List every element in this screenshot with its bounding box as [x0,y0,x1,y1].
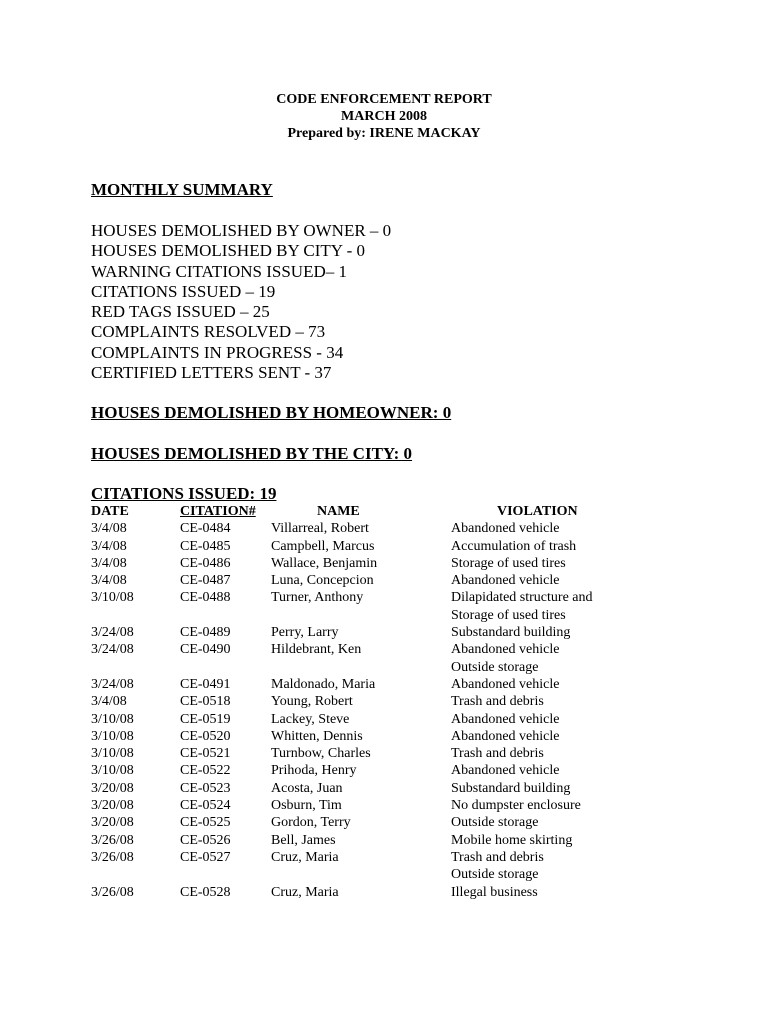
cell-violation: Substandard building [451,780,571,796]
column-header-date: DATE [91,504,129,519]
summary-item: COMPLAINTS IN PROGRESS - 34 [91,342,344,362]
cell-citation: CE-0486 [180,555,231,571]
cell-date: 3/10/08 [91,711,134,727]
cell-name: Campbell, Marcus [271,538,375,554]
cell-date: 3/10/08 [91,746,134,762]
cell-date: 3/4/08 [91,694,127,710]
cell-violation: Trash and debris [451,694,544,710]
column-header-citation: CITATION# [180,504,256,519]
cell-name: Gordon, Terry [271,815,351,831]
summary-item: COMPLAINTS RESOLVED – 73 [91,322,326,342]
cell-citation: CE-0527 [180,849,231,865]
cell-violation: Abandoned vehicle [451,573,560,589]
report-period: MARCH 2008 [341,109,427,124]
summary-item: WARNING CITATIONS ISSUED– 1 [91,261,347,281]
cell-citation: CE-0485 [180,538,231,554]
cell-citation: CE-0490 [180,642,231,658]
summary-item: HOUSES DEMOLISHED BY OWNER – 0 [91,221,392,240]
cell-date: 3/20/08 [91,780,134,796]
cell-date: 3/10/08 [91,763,134,779]
cell-citation: CE-0525 [180,815,231,831]
column-header-violation: VIOLATION [497,504,578,519]
report-header [0,91,768,142]
cell-violation: Outside storage [451,659,539,675]
cell-violation: Abandoned vehicle [451,763,560,779]
cell-name: Wallace, Benjamin [271,555,378,571]
cell-violation: Abandoned vehicle [451,521,560,537]
cell-date: 3/10/08 [91,728,134,744]
cell-name: Cruz, Maria [271,884,339,900]
cell-date: 3/24/08 [91,676,134,692]
cell-violation: Abandoned vehicle [451,642,560,658]
cell-name: Bell, James [271,832,336,848]
cell-violation: Trash and debris [451,849,544,865]
cell-date: 3/26/08 [91,849,134,865]
cell-date: 3/4/08 [91,555,127,571]
cell-violation: Illegal business [451,884,538,900]
cell-violation: No dumpster enclosure [451,798,581,814]
summary-item: CITATIONS ISSUED – 19 [91,281,276,301]
cell-name: Acosta, Juan [271,780,343,796]
cell-date: 3/10/08 [91,590,134,606]
cell-name: Lackey, Steve [271,711,350,727]
cell-name: Whitten, Dennis [271,728,363,744]
cell-citation: CE-0521 [180,746,231,762]
cell-name: Prihoda, Henry [271,763,357,779]
cell-citation: CE-0488 [180,590,231,606]
cell-date: 3/4/08 [91,538,127,554]
cell-date: 3/26/08 [91,832,134,848]
cell-violation: Outside storage [451,867,539,883]
cell-violation: Dilapidated structure and [451,590,593,606]
cell-violation: Accumulation of trash [451,538,577,554]
summary-item: CERTIFIED LETTERS SENT - 37 [91,363,332,383]
demolished-homeowner-heading: HOUSES DEMOLISHED BY HOMEOWNER: 0 [91,403,452,422]
cell-violation: Storage of used tires [451,555,566,571]
cell-date: 3/24/08 [91,642,134,658]
cell-citation: CE-0519 [180,711,231,727]
cell-citation: CE-0526 [180,832,231,848]
cell-violation: Trash and debris [451,746,544,762]
citations-heading: CITATIONS ISSUED: 19 [91,484,277,503]
cell-citation: CE-0520 [180,728,231,744]
cell-name: Turner, Anthony [271,590,364,606]
summary-item: RED TAGS ISSUED – 25 [91,302,270,322]
cell-citation: CE-0491 [180,676,231,692]
cell-name: Hildebrant, Ken [271,642,362,658]
cell-citation: CE-0523 [180,780,231,796]
cell-name: Osburn, Tim [271,798,342,814]
cell-name: Cruz, Maria [271,849,339,865]
cell-citation: CE-0522 [180,763,231,779]
cell-date: 3/26/08 [91,884,134,900]
monthly-summary-list [91,221,391,383]
column-header-name: NAME [317,504,360,519]
cell-citation: CE-0484 [180,521,231,537]
cell-date: 3/4/08 [91,573,127,589]
cell-date: 3/24/08 [91,625,134,641]
report-preparer: Prepared by: IRENE MACKAY [287,126,481,141]
cell-name: Young, Robert [271,694,353,710]
cell-date: 3/20/08 [91,815,134,831]
cell-name: Luna, Concepcion [271,573,374,589]
summary-item: HOUSES DEMOLISHED BY CITY - 0 [91,241,366,261]
cell-violation: Abandoned vehicle [451,711,560,727]
cell-violation: Substandard building [451,625,571,641]
cell-date: 3/20/08 [91,798,134,814]
cell-name: Perry, Larry [271,625,339,641]
cell-violation: Mobile home skirting [451,832,573,848]
cell-citation: CE-0487 [180,573,231,589]
monthly-summary-heading: MONTHLY SUMMARY [91,180,273,199]
cell-violation: Abandoned vehicle [451,728,560,744]
demolished-city-heading: HOUSES DEMOLISHED BY THE CITY: 0 [91,444,413,463]
cell-citation: CE-0524 [180,798,231,814]
cell-date: 3/4/08 [91,521,127,537]
cell-name: Villarreal, Robert [271,521,369,537]
cell-violation: Storage of used tires [451,607,566,623]
cell-name: Maldonado, Maria [271,676,376,692]
report-title: CODE ENFORCEMENT REPORT [276,92,492,107]
cell-name: Turnbow, Charles [271,746,371,762]
cell-citation: CE-0489 [180,625,231,641]
cell-citation: CE-0528 [180,884,231,900]
cell-violation: Abandoned vehicle [451,676,560,692]
cell-citation: CE-0518 [180,694,231,710]
cell-violation: Outside storage [451,815,539,831]
